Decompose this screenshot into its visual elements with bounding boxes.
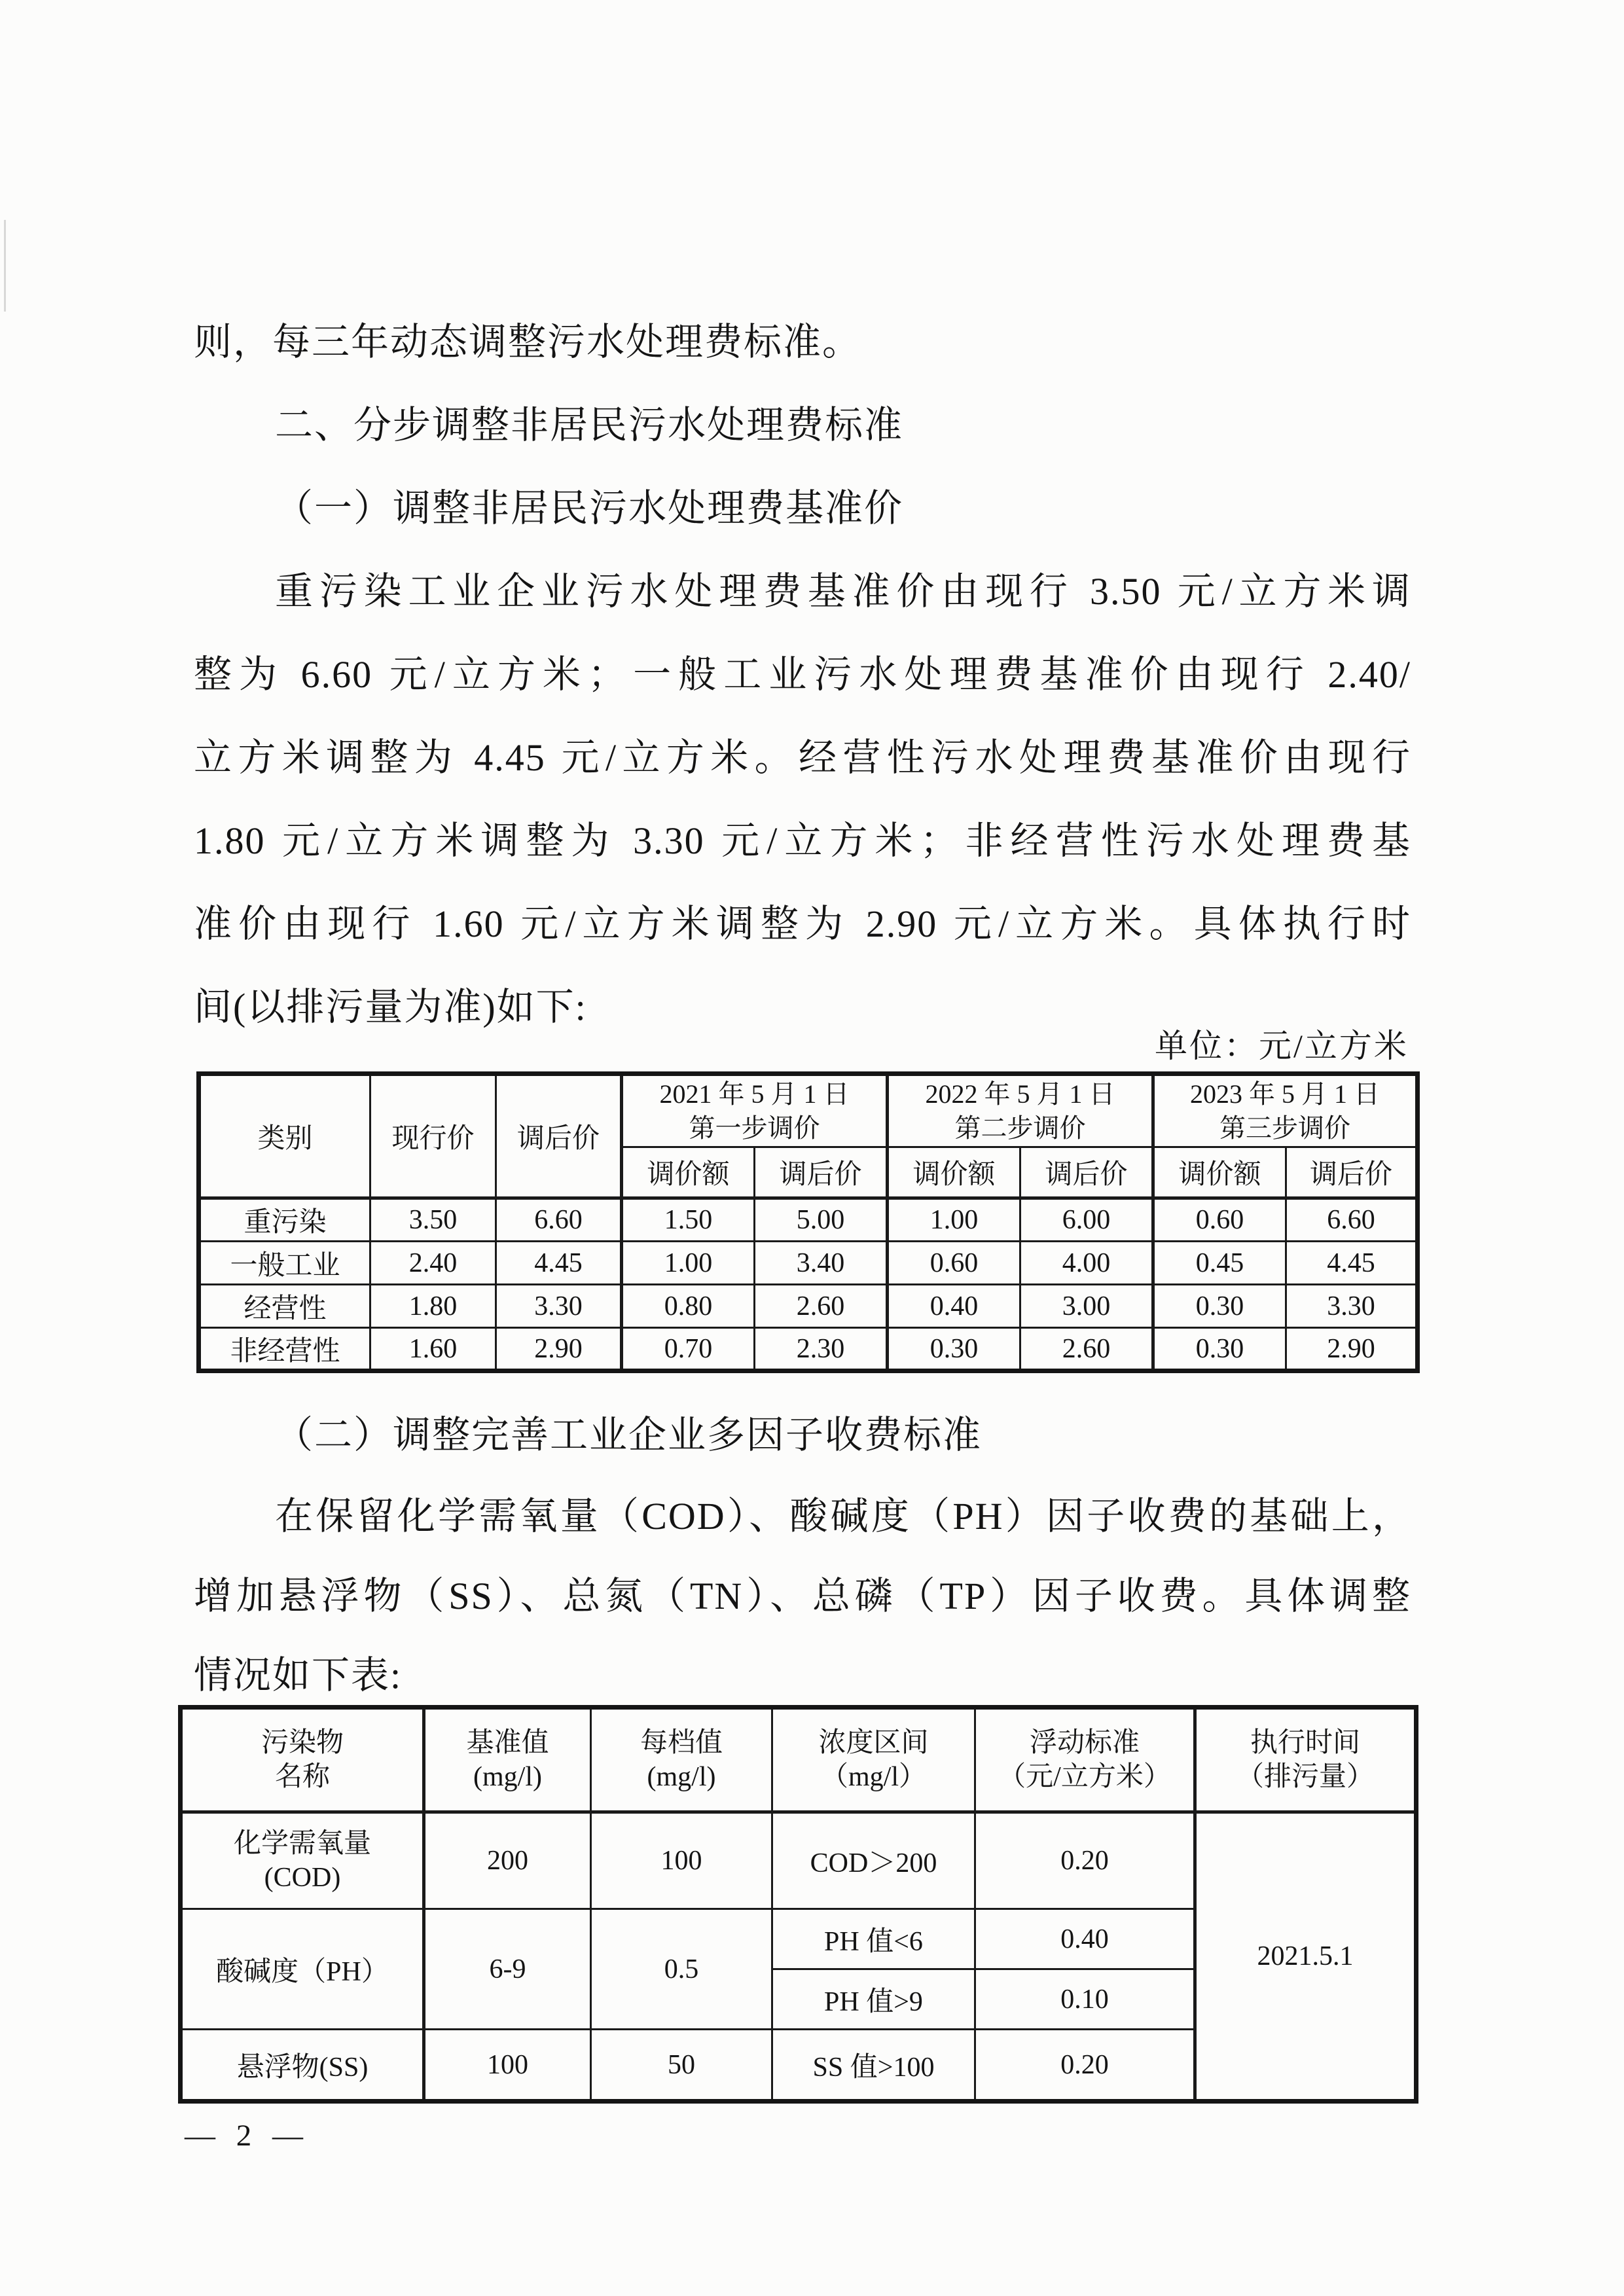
body-line: 1.80 元/立方米调整为 3.30 元/立方米；非经营性污水处理费基 bbox=[194, 819, 1411, 862]
t2-execution-time: 2021.5.1 bbox=[1195, 1812, 1416, 2102]
t1-cell: 6.60 bbox=[1286, 1198, 1418, 1242]
t1-cell: 3.00 bbox=[1020, 1285, 1153, 1328]
t2-ph-base: 6-9 bbox=[424, 1909, 591, 2030]
t1-header-adjusted-price: 调后价 bbox=[496, 1074, 622, 1198]
price-adjustment-table bbox=[196, 1071, 1420, 1373]
subsection-heading-2-2: （二）调整完善工业企业多因子收费标准 bbox=[275, 1414, 983, 1456]
t1-header-current-price: 现行价 bbox=[370, 1074, 496, 1198]
t2-cod-name bbox=[181, 1812, 424, 1909]
t1-cell: 0.30 bbox=[1153, 1328, 1286, 1371]
unit-label: 单位：元/立方米 bbox=[1155, 1028, 1409, 1064]
t1-row-category: 非经营性 bbox=[199, 1328, 370, 1371]
t1-cell: 2.60 bbox=[1020, 1328, 1153, 1371]
t1-cell: 2.60 bbox=[755, 1285, 888, 1328]
t2-header-tier-line1: 每档值 bbox=[640, 1728, 723, 1758]
t2-cod-name-line1: 化学需氧量 bbox=[233, 1829, 371, 1859]
t2-header-tier bbox=[591, 1708, 772, 1812]
t2-header-range-line2: （mg/l） bbox=[820, 1762, 926, 1792]
t1-cell: 5.00 bbox=[755, 1198, 888, 1242]
t2-cod-name-line2: (COD) bbox=[264, 1863, 341, 1893]
t2-header-time-line1: 执行时间 bbox=[1250, 1728, 1360, 1758]
t1-cell: 4.45 bbox=[496, 1242, 622, 1285]
body-line: 则，每三年动态调整污水处理费标准。 bbox=[194, 321, 862, 363]
t1-cell: 1.80 bbox=[370, 1285, 496, 1328]
body-line: 重污染工业企业污水处理费基准价由现行 3.50 元/立方米调 bbox=[275, 570, 1411, 613]
t2-header-range bbox=[772, 1708, 975, 1812]
t1-subheader-price: 调后价 bbox=[1020, 1147, 1153, 1198]
t2-cod-float: 0.20 bbox=[975, 1812, 1195, 1909]
t2-header-tier-line2: (mg/l) bbox=[647, 1762, 716, 1792]
t2-header-base bbox=[424, 1708, 591, 1812]
t2-header-base-line1: 基准值 bbox=[466, 1728, 549, 1758]
section-heading-2: 二、分步调整非居民污水处理费标准 bbox=[275, 404, 904, 446]
t2-ss-float: 0.20 bbox=[975, 2030, 1195, 2102]
t2-header-time-line2: （排污量） bbox=[1236, 1762, 1374, 1792]
t1-cell: 2.90 bbox=[496, 1328, 622, 1371]
t2-header-pollutant-line2: 名称 bbox=[274, 1762, 330, 1792]
t2-ph-high-range: PH 值>9 bbox=[772, 1969, 975, 2030]
t1-cell: 0.60 bbox=[1153, 1198, 1286, 1242]
t2-ph-tier: 0.5 bbox=[591, 1909, 772, 2030]
page-number: — 2 — bbox=[185, 2119, 303, 2153]
t2-ph-low-range: PH 值<6 bbox=[772, 1909, 975, 1969]
body-line: 立方米调整为 4.45 元/立方米。经营性污水处理费基准价由现行 bbox=[194, 736, 1411, 779]
t1-cell: 4.00 bbox=[1020, 1242, 1153, 1285]
t1-cell: 2.40 bbox=[370, 1242, 496, 1285]
t2-ph-high-float: 0.10 bbox=[975, 1969, 1195, 2030]
t2-ss-name: 悬浮物(SS) bbox=[181, 2030, 424, 2102]
t2-header-float-line1: 浮动标准 bbox=[1029, 1728, 1140, 1758]
t1-row-category: 一般工业 bbox=[199, 1242, 370, 1285]
body-line: 整为 6.60 元/立方米；一般工业污水处理费基准价由现行 2.40/ bbox=[194, 653, 1411, 696]
t2-cod-tier: 100 bbox=[591, 1812, 772, 1909]
t1-header-step1 bbox=[622, 1074, 888, 1147]
t1-cell: 3.50 bbox=[370, 1198, 496, 1242]
t1-cell: 2.30 bbox=[755, 1328, 888, 1371]
t1-cell: 0.80 bbox=[622, 1285, 755, 1328]
t1-subheader-price: 调后价 bbox=[1286, 1147, 1418, 1198]
t2-header-time bbox=[1195, 1708, 1416, 1812]
t1-subheader-price: 调后价 bbox=[755, 1147, 888, 1198]
t1-row-category: 经营性 bbox=[199, 1285, 370, 1328]
t2-header-pollutant bbox=[181, 1708, 424, 1812]
t2-header-range-line1: 浓度区间 bbox=[818, 1728, 929, 1758]
t1-step3-date: 2023 年 5 月 1 日 bbox=[1190, 1079, 1380, 1109]
t2-ss-tier: 50 bbox=[591, 2030, 772, 2102]
t1-header-step3 bbox=[1153, 1074, 1418, 1147]
t1-cell: 0.30 bbox=[1153, 1285, 1286, 1328]
t1-cell: 4.45 bbox=[1286, 1242, 1418, 1285]
t2-ss-base: 100 bbox=[424, 2030, 591, 2102]
t1-subheader-amount: 调价额 bbox=[1153, 1147, 1286, 1198]
t2-header-float bbox=[975, 1708, 1195, 1812]
t1-cell: 6.00 bbox=[1020, 1198, 1153, 1242]
t1-cell: 0.30 bbox=[888, 1328, 1020, 1371]
t1-header-step2 bbox=[888, 1074, 1153, 1147]
t2-ph-name: 酸碱度（PH） bbox=[181, 1909, 424, 2030]
subsection-heading-2-1: （一）调整非居民污水处理费基准价 bbox=[275, 487, 904, 529]
body-line: 增加悬浮物（SS）、总氮（TN）、总磷（TP）因子收费。具体调整 bbox=[194, 1575, 1411, 1617]
t1-cell: 3.30 bbox=[496, 1285, 622, 1328]
t1-cell: 1.00 bbox=[888, 1198, 1020, 1242]
t1-cell: 3.40 bbox=[755, 1242, 888, 1285]
t1-step3-name: 第三步调价 bbox=[1219, 1113, 1350, 1143]
t2-header-float-line2: （元/立方米） bbox=[998, 1762, 1171, 1792]
t1-cell: 1.50 bbox=[622, 1198, 755, 1242]
t2-header-pollutant-line1: 污染物 bbox=[261, 1728, 344, 1758]
t1-step1-name: 第一步调价 bbox=[689, 1113, 820, 1143]
body-line: 准价由现行 1.60 元/立方米调整为 2.90 元/立方米。具体执行时 bbox=[194, 903, 1411, 945]
t1-cell: 0.70 bbox=[622, 1328, 755, 1371]
body-line: 间(以排污量为准)如下: bbox=[194, 986, 587, 1028]
t1-subheader-amount: 调价额 bbox=[622, 1147, 755, 1198]
t1-step2-date: 2022 年 5 月 1 日 bbox=[925, 1079, 1115, 1109]
t1-cell: 0.40 bbox=[888, 1285, 1020, 1328]
scan-edge-artifact bbox=[4, 220, 6, 312]
t1-cell: 1.00 bbox=[622, 1242, 755, 1285]
body-line: 情况如下表: bbox=[194, 1654, 403, 1696]
t2-cod-range: COD＞200 bbox=[772, 1812, 975, 1909]
t1-cell: 3.30 bbox=[1286, 1285, 1418, 1328]
t1-step2-name: 第二步调价 bbox=[954, 1113, 1086, 1143]
t1-cell: 0.45 bbox=[1153, 1242, 1286, 1285]
body-line: 在保留化学需氧量（COD）、酸碱度（PH）因子收费的基础上， bbox=[275, 1495, 1411, 1537]
t2-header-base-line2: (mg/l) bbox=[473, 1762, 542, 1792]
t1-cell: 0.60 bbox=[888, 1242, 1020, 1285]
t1-step1-date: 2021 年 5 月 1 日 bbox=[659, 1079, 850, 1109]
t1-cell: 6.60 bbox=[496, 1198, 622, 1242]
t1-cell: 1.60 bbox=[370, 1328, 496, 1371]
t1-header-category: 类别 bbox=[199, 1074, 370, 1198]
t2-ss-range: SS 值>100 bbox=[772, 2030, 975, 2102]
t2-ph-low-float: 0.40 bbox=[975, 1909, 1195, 1969]
multi-factor-fee-table bbox=[178, 1705, 1418, 2104]
t1-subheader-amount: 调价额 bbox=[888, 1147, 1020, 1198]
t2-cod-base: 200 bbox=[424, 1812, 591, 1909]
t1-row-category: 重污染 bbox=[199, 1198, 370, 1242]
t1-cell: 2.90 bbox=[1286, 1328, 1418, 1371]
